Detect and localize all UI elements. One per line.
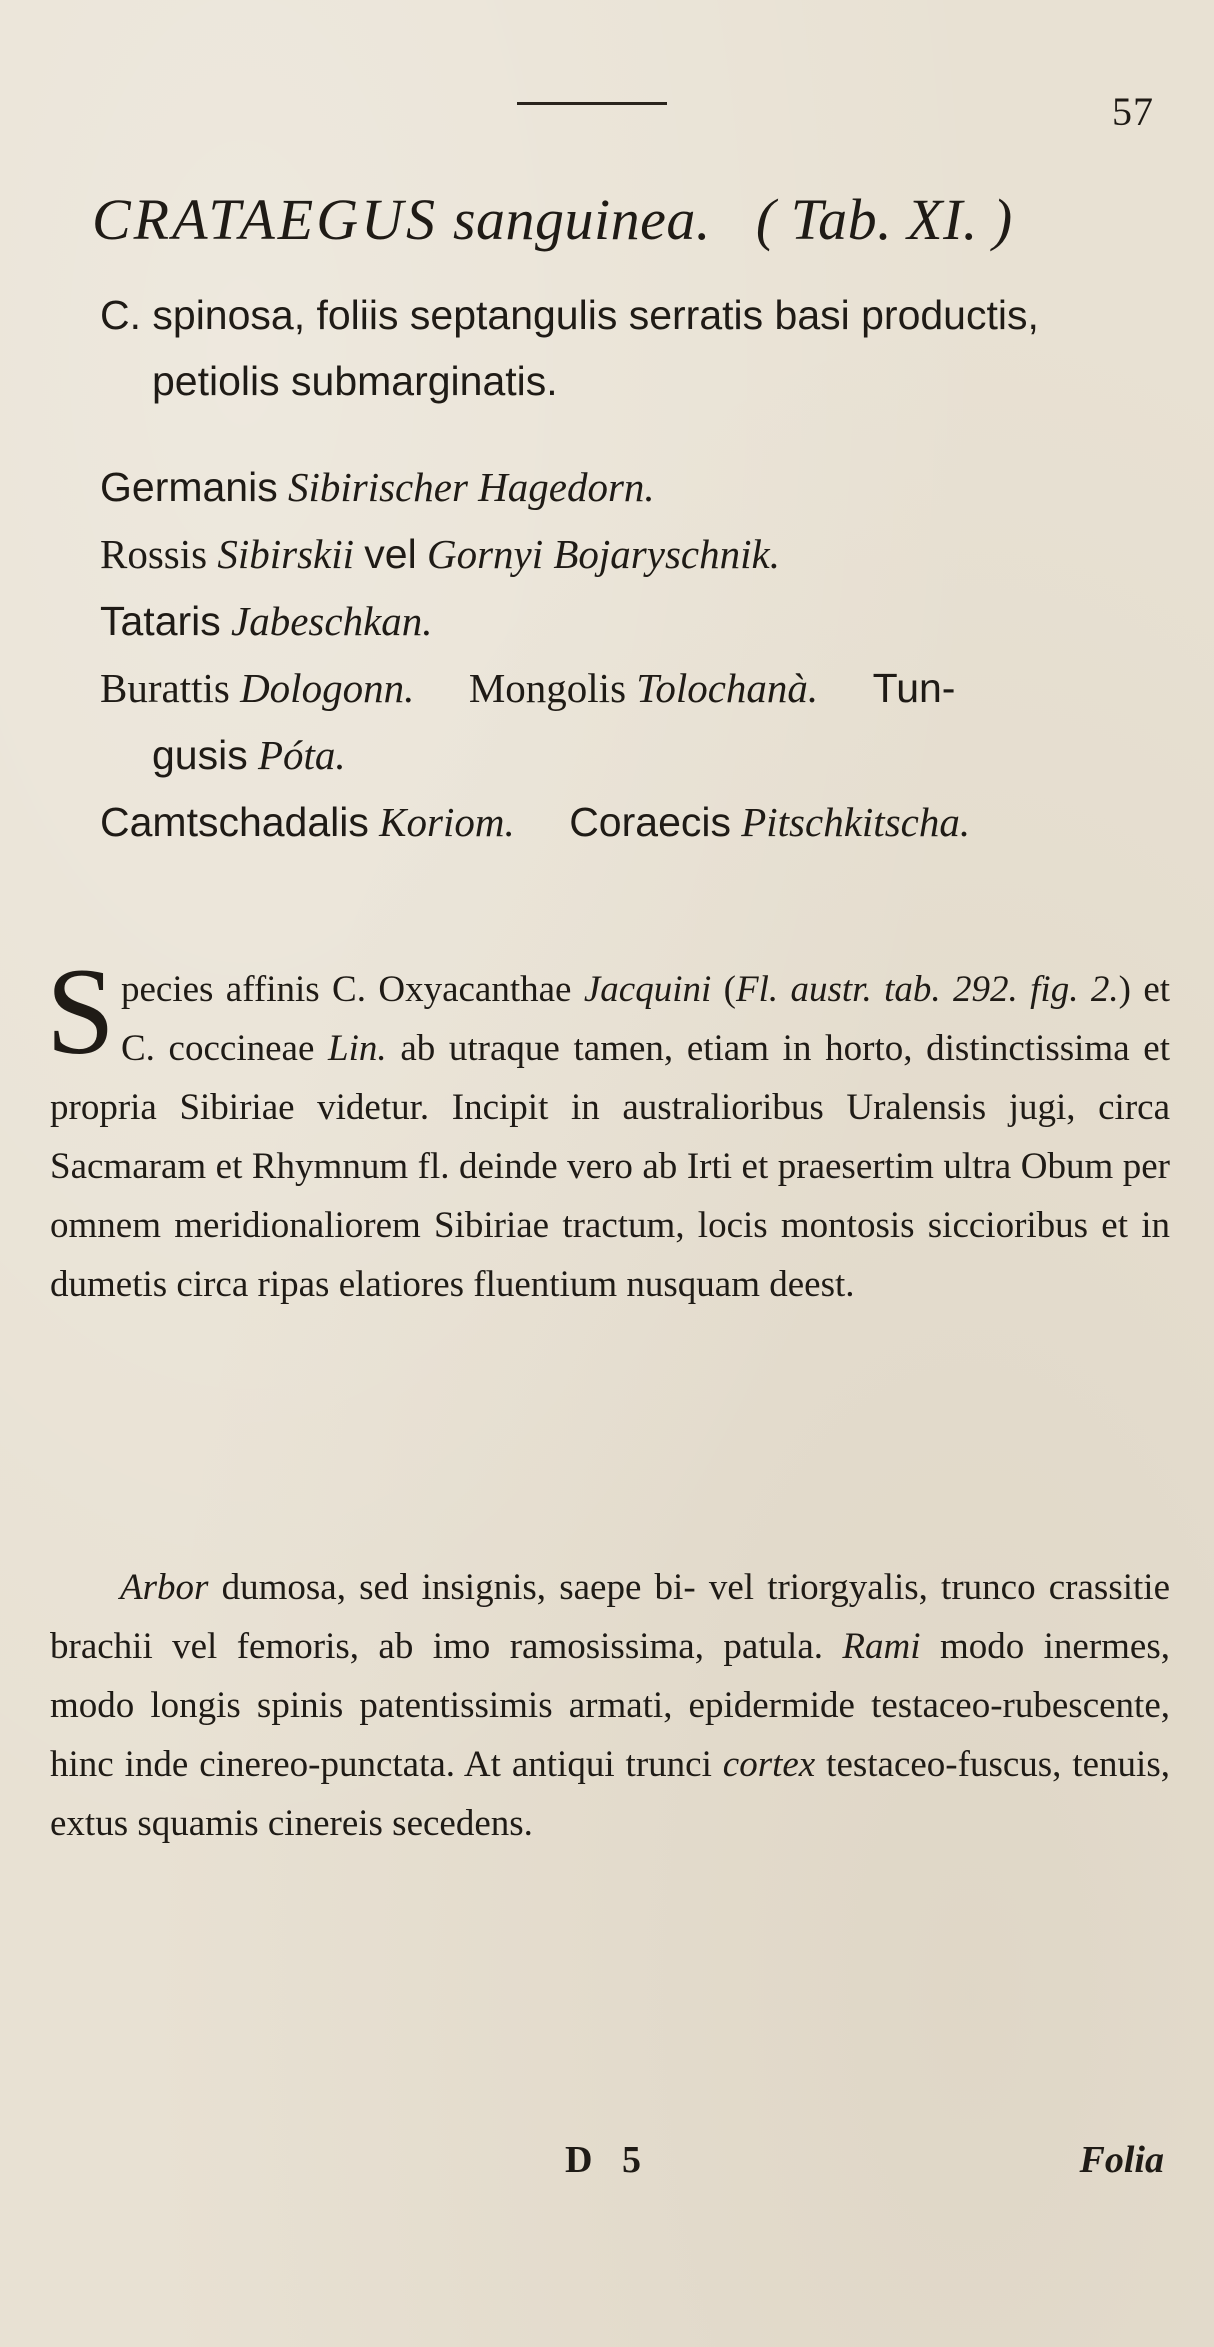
term-cortex: cortex (722, 1744, 816, 1785)
author-linnaeus: Lin. (328, 1028, 387, 1069)
header-rule (517, 102, 667, 105)
vernacular-row: Rossis Sibirskii vel Gornyi Bojaryschnik. (100, 531, 780, 577)
distribution-paragraph: Species affinis C. Oxyacanthae Jacquini (Fl. austr. tab. 292. fig. 2.) et C. coccineae Lin. ab utraque tamen, etiam in horto, distinctissima et propria Sibiriae videtur. Incipit in australioribus Uralensis jugi, circa Sacmaram et Rhymnum fl. deinde vero ab Irti et praesertim ultra Obum per omnem meridionaliorem Sibiriae tractum, locis montosis siccioribus et in dumetis circa ripas elatiores fluentium nusquam deest. (46, 943, 1171, 1305)
genus-name: CRATAEGUS (92, 187, 438, 252)
vernacular-row: Tataris Jabeschkan. (100, 598, 433, 644)
vernacular-row: Germanis Sibirischer Hagedorn. (100, 464, 655, 510)
term-rami: Rami (842, 1626, 921, 1667)
description-paragraph: Arbor dumosa, sed insignis, saepe bi- vel triorgyalis, trunco crassitie brachii vel femoris, ab imo ramosissima, patula. Rami modo inermes, modo longis spinis patentissimis armati, epidermide testaceo-rubescente, hinc inde cinereo-punctata. At antiqui trunci cortex testaceo-fuscus, tenuis, extus squamis cinereis secedens. (50, 1567, 1170, 1844)
signature-mark: D 5 (565, 2139, 651, 2181)
flora-reference: Fl. austr. tab. 292. fig. 2. (735, 969, 1119, 1010)
diagnosis-line-1: C. spinosa, foliis septangulis serratis basi productis, (100, 292, 1039, 338)
vernacular-row: gusis Póta. (152, 732, 346, 778)
diagnosis-line-2: petiolis submarginatis. (152, 358, 558, 404)
plate-reference: ( Tab. XI. ) (755, 187, 1013, 252)
species-diagnosis (100, 282, 1180, 414)
species-title (92, 186, 1152, 253)
vernacular-row: Camtschadalis Koriom. Coraecis Pitschkitscha. (100, 799, 971, 845)
term-arbor: Arbor (120, 1567, 209, 1608)
catchword: Folia (1079, 2139, 1164, 2181)
vernacular-row: Burattis Dologonn. Mongolis Tolochanà. Tun- (100, 665, 956, 711)
vernacular-names (100, 454, 1190, 856)
species-epithet: sanguinea. (452, 187, 711, 252)
author-jacquini: Jacquini (583, 969, 712, 1010)
drop-cap: S (46, 943, 115, 1080)
page-number: 57 (1112, 89, 1154, 134)
